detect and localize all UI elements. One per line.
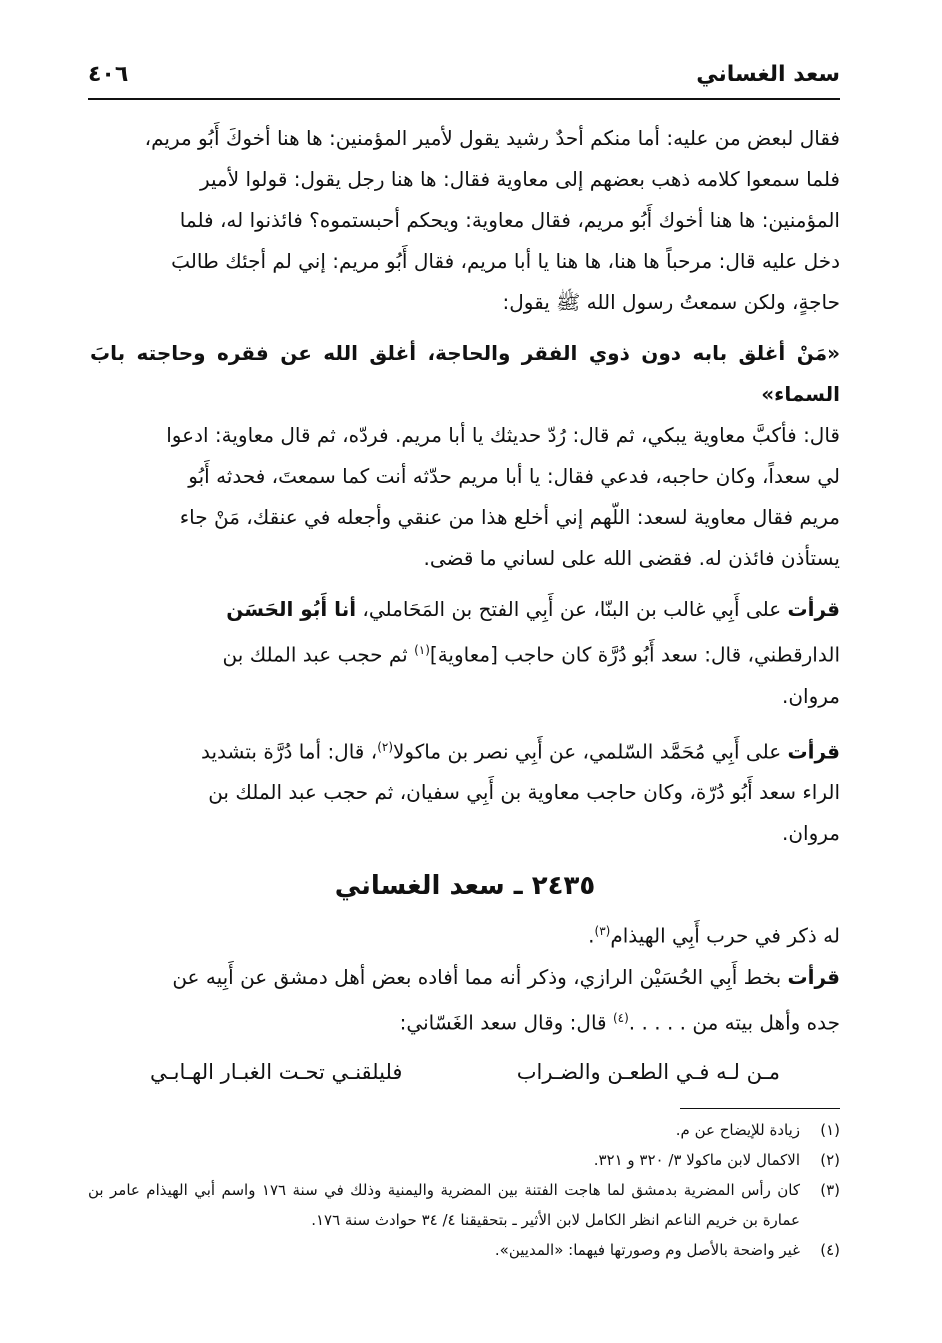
text-line: الراء سعد أَبُو دُرّة، وكان حاجب معاوية بن أَبِي سفيان، ثم حجب عبد الملك بن <box>208 780 840 805</box>
keyword-qara2tu: قرأت <box>787 739 840 764</box>
keyword-qara2tu: قرأت <box>787 597 840 621</box>
footnote-number: (١) <box>820 1121 840 1139</box>
paragraph-2 <box>90 415 840 579</box>
footnote-ref[interactable]: (٣) <box>594 924 611 939</box>
text-span: بخط أَبِي الحُسَيْن الرازي، وذكر أنه مما أفاده بعض أهل دمشق عن أَبِيه عن <box>172 964 788 989</box>
footnote-number: (٣) <box>820 1181 840 1199</box>
entry-heading: ٢٤٣٥ ـ سعد الغساني <box>334 871 596 902</box>
text-line <box>90 911 840 957</box>
text-line: يستأذن فائذن له. فقضى الله على لساني ما قضى. <box>423 546 840 570</box>
text-span: قال: وقال سعد الغَسّاني: <box>399 1010 613 1035</box>
text-span: . <box>588 923 595 948</box>
text-span: له ذكر في حرب أَبِي الهيذام <box>610 923 840 948</box>
text-line <box>90 630 840 676</box>
text-line: مروان. <box>781 683 840 708</box>
text-line: مروان. <box>781 821 840 846</box>
text-line: فقال لبعض من عليه: أما منكم أحدٌ رشيد يقول لأمير المؤمنين: ها هنا أخوكَ أَبُو مريم، <box>144 126 840 150</box>
footnote-item <box>88 1235 840 1265</box>
footnote-number: (٢) <box>820 1151 840 1169</box>
footnote-item <box>88 1145 840 1175</box>
text-span: ، قال: أما دُرَّة بتشديد <box>200 739 378 764</box>
paragraph-6 <box>90 957 840 1044</box>
text-line <box>90 957 840 998</box>
header-rule <box>88 98 840 100</box>
paragraph-1 <box>90 118 840 323</box>
footnote-text: الاكمال لابن ماكولا ٣/ ٣٢٠ و ٣٢١. <box>593 1151 800 1169</box>
footnote-ref[interactable]: (٢) <box>377 739 394 754</box>
footnote-text: غير واضحة بالأصل وم وصورتها فيهما: «المديين». <box>494 1241 800 1259</box>
footnote-ref[interactable]: (١) <box>414 643 430 657</box>
text-line: حاجةٍ، ولكن سمعتُ رسول الله ﷺ يقول: <box>502 290 840 314</box>
text-line: فلما سمعوا كلامه ذهب بعضهم إلى معاوية فقال: ها هنا رجل يقول: قولوا لأمير <box>199 167 840 191</box>
verse-hemistich-right: مـن لـه فـي الطعـن والضـراب <box>516 1059 780 1084</box>
main-text <box>90 118 840 1093</box>
text-line <box>90 998 840 1044</box>
running-header <box>88 56 840 100</box>
footnote-text: كان رأس المضرية بدمشق لما هاجت الفتنة بين المضرية واليمنية وذلك في سنة ١٧٦ واسم أبي الهيذام عامر بن عمارة بن خريم الناعم انظر الكامل لابن الأثير ـ بتحقيقنا ٤/ ٣٤ حوادث سنة ١٧٦. <box>88 1181 800 1229</box>
text-line: دخل عليه قال: مرحباً ها هنا، ها هنا يا أبا مريم، فقال أَبُو مريم: إني لم أجئك طالبَ <box>171 249 840 273</box>
footnote-ref[interactable]: (٤) <box>612 1010 629 1025</box>
footnote-text: زيادة للإيضاح عن م. <box>675 1121 800 1139</box>
verse-hemistich-left: فليلقنـي تحـت الغبـار الهـابـي <box>150 1059 403 1084</box>
paragraph-4 <box>90 727 840 855</box>
text-line: لي سعداً، وكان حاجبه، فدعي فقال: يا أبا مريم حدّثه أنت كما سمعتَ، فحدثه أَبُو <box>188 464 840 488</box>
text-line: قال: فأكبَّ معاوية يبكي، ثم قال: رُدّ حديثك يا أبا مريم. فردّه، ثم قال معاوية: ادعوا <box>166 423 840 447</box>
footnote-rule <box>680 1108 840 1109</box>
hadith-text: «مَنْ أغلق بابه دون ذوي الفقر والحاجة، أغلق الله عن فقره وحاجته بابَ السماء» <box>90 341 840 406</box>
text-line <box>90 589 840 630</box>
footnote-item <box>88 1115 840 1145</box>
text-line <box>90 727 840 773</box>
text-line: مريم فقال معاوية لسعد: اللّهم إني أخلع هذا من عنقي وأجعله في عنقك، مَنْ جاء <box>179 505 840 529</box>
running-title: سعد الغساني <box>696 62 840 87</box>
poetry-verse <box>90 1052 840 1093</box>
text-span: على أَبِي مُحَمَّد السّلمي، عن أَبِي نصر بن ماكولا <box>393 739 788 764</box>
keyword-ana: أنا أَبُو الحَسَن <box>226 597 357 621</box>
footnotes <box>88 1108 840 1265</box>
text-span: ثم حجب عبد الملك بن <box>222 642 415 667</box>
footnote-item <box>88 1175 840 1235</box>
text-span: جده وأهل بيته من . . . . . <box>628 1010 840 1035</box>
text-line: المؤمنين: ها هنا أخوك أَبُو مريم، فقال معاوية: ويحكم أحبستموه؟ فائذنوا له، فلما <box>179 208 840 232</box>
keyword-qara2tu: قرأت <box>787 964 840 989</box>
paragraph-3 <box>90 589 840 717</box>
text-span: الدارقطني، قال: سعد أَبُو دُرَّة كان حاجب [معاوية] <box>429 642 840 667</box>
text-span: على أَبِي غالب بن البنّا، عن أَبِي الفتح بن المَحَاملي، <box>356 597 788 621</box>
footnote-number: (٤) <box>820 1241 840 1259</box>
page-number: ٤٠٦ <box>88 62 129 87</box>
